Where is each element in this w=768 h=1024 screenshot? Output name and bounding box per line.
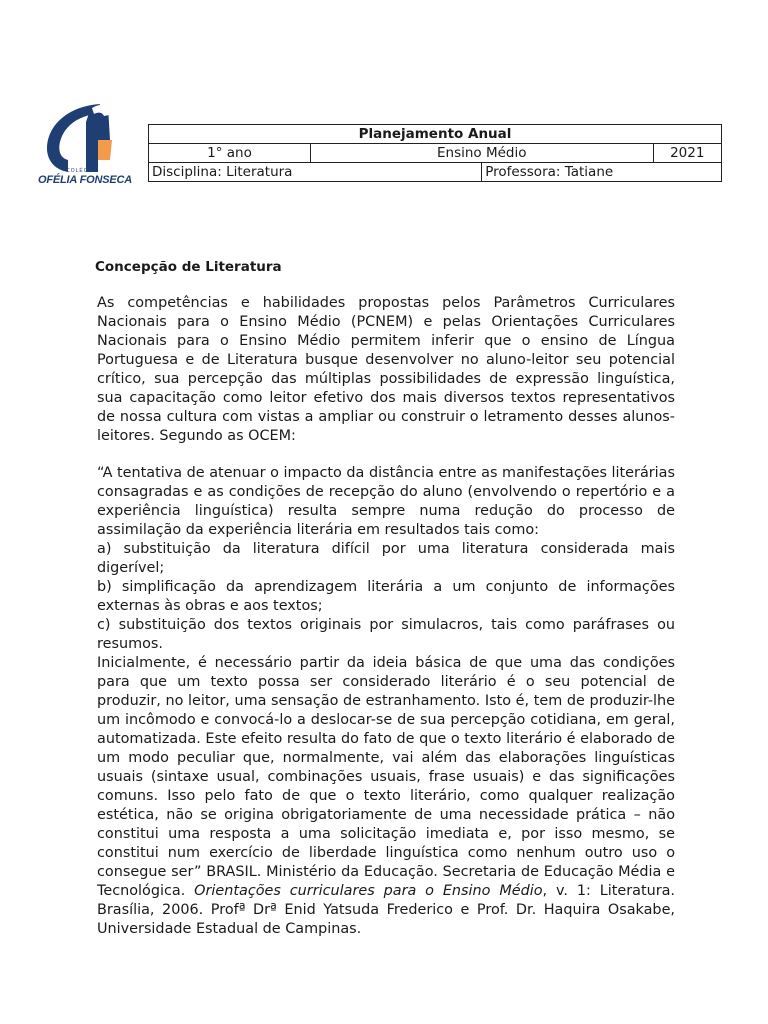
citation-suffix: , v. 1: Literatura. Brasília, 2006. Profª Drª Enid Yatsuda Frederico e Prof. Dr. Haquira Osakabe, Universidade Estadual de Campinas. (97, 883, 676, 937)
quote-continuation-text: Inicialmente, é necessário partir da ideia básica de que uma das condições para que um texto possa ser considerado literário é o seu potencial de produzir, no leitor, uma sensação de estranhamento. Isto é, tem de produzir-lhe um incômodo e convocá-lo a deslocar-se de sua percepção cotidiana, em geral, automatizada. Este efeito resulta do fato de que o texto literário é elaborado de um modo peculiar que, normalmente, vai além das elaborações linguísticas usuais (sintaxe usual, combinações usuais, frase usuais) e das significações comuns. Isso pelo fato de que o texto literário, como qualquer realização estética, não se origina obrigatoriamente de uma necessidade prática – não constitui uma resposta a uma solicitação imediata e, por isso mesmo, se constitui num exercício de liberdade linguística como nenhum outro uso o consegue ser” (97, 655, 675, 880)
planning-header-table (148, 124, 722, 182)
teacher-cell: Professora: Tatiane (482, 163, 722, 182)
citation-title: Orientações curriculares para o Ensino Médio (194, 883, 543, 899)
grade-cell: 1° ano (149, 144, 311, 163)
quote-block (97, 464, 675, 939)
year-cell: 2021 (653, 144, 721, 163)
citation-prefix: BRASIL. Ministério da Educação. Secretaria de Educação Média e Tecnológica. (97, 864, 675, 899)
discipline-cell: Disciplina: Literatura (149, 163, 482, 182)
quote-item-b: b) simplificação da aprendizagem literária a um conjunto de informações externas às obras e aos textos; (97, 579, 675, 614)
section-title: Concepção de Literatura (95, 259, 282, 275)
level-cell: Ensino Médio (311, 144, 654, 163)
quote-intro: “A tentativa de atenuar o impacto da distância entre as manifestações literárias consagradas e as condições de recepção do aluno (envolvendo o repertório e a experiência linguística) resulta sempre numa redução do processo de assimilação da experiência literária em resultados tais como: (97, 465, 675, 538)
intro-paragraph: As competências e habilidades propostas pelos Parâmetros Curriculares Nacionais para o Ensino Médio (PCNEM) e pelas Orientações Curriculares Nacionais para o Ensino Médio permitem inferir que o ensino de Língua Portuguesa e de Literatura busque desenvolver no aluno-leitor seu potencial crítico, sua percepção das múltiplas possibilidades de expressão linguística, sua capacitação como leitor efetivo dos mais diversos textos representativos de nossa cultura com vistas a ampliar ou construir o letramento desses alunos-leitores. Segundo as OCEM: (97, 295, 675, 444)
header-title: Planejamento Anual (149, 125, 722, 144)
header-info-row (149, 144, 722, 163)
quote-item-a: a) substituição da literatura difícil por uma literatura considerada mais digerível; (97, 541, 675, 576)
quote-continuation (97, 654, 675, 939)
quote-item-c: c) substituição dos textos originais por simulacros, tais como paráfrases ou resumos. (97, 617, 675, 652)
header-title-row (149, 125, 722, 144)
logo-name: OFÉLIA FONSECA (38, 174, 132, 186)
logo-small-text: COLÉGIO (66, 168, 96, 174)
header-people-row (149, 163, 722, 182)
